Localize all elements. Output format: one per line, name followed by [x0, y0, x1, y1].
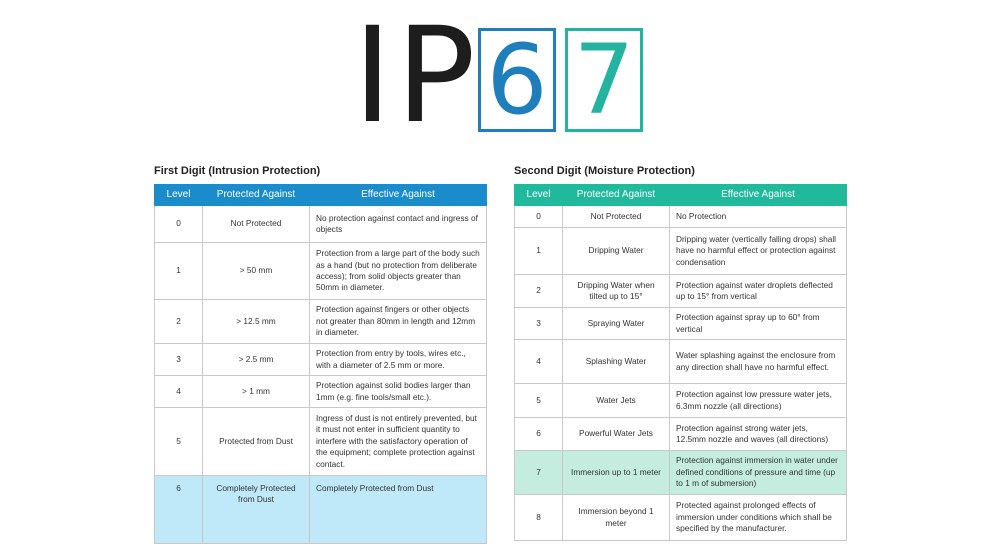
- protected-against-cell: Immersion beyond 1 meter: [563, 495, 670, 541]
- header-protected-against: Protected Against: [563, 185, 670, 206]
- header-level: Level: [515, 185, 563, 206]
- protected-against-cell: > 2.5 mm: [203, 344, 310, 376]
- effective-against-cell: Protection against spray up to 60° from vertical: [670, 308, 847, 340]
- level-cell: 8: [515, 495, 563, 541]
- effective-against-cell: No protection against contact and ingress of objects: [310, 206, 487, 243]
- level-cell: 3: [155, 344, 203, 376]
- level-cell: 2: [155, 300, 203, 344]
- table-row: [515, 275, 847, 308]
- first-digit-title: First Digit (Intrusion Protection): [154, 165, 321, 177]
- table-row: [515, 340, 847, 384]
- protected-against-cell: Immersion up to 1 meter: [563, 451, 670, 495]
- protected-against-cell: > 12.5 mm: [203, 300, 310, 344]
- protected-against-cell: Not Protected: [203, 206, 310, 243]
- table-row-highlighted: [515, 451, 847, 495]
- effective-against-cell: Protection from entry by tools, wires etc., with a diameter of 2.5 mm or more.: [310, 344, 487, 376]
- table-row: [515, 384, 847, 418]
- effective-against-cell: Protection against strong water jets, 12.5mm nozzle and waves (all directions): [670, 418, 847, 451]
- level-cell: 6: [515, 418, 563, 451]
- effective-against-cell: Protection against fingers or other objects not greater than 80mm in length and 12mm in diameter.: [310, 300, 487, 344]
- protected-against-cell: Dripping Water when tilted up to 15°: [563, 275, 670, 308]
- intrusion-protection-table: [154, 184, 487, 544]
- level-cell: 1: [515, 228, 563, 275]
- protected-against-cell: Dripping Water: [563, 228, 670, 275]
- protected-against-cell: > 50 mm: [203, 243, 310, 300]
- table-row: [155, 376, 487, 408]
- table-row: [155, 206, 487, 243]
- logo-prefix: IP: [353, 0, 480, 153]
- effective-against-cell: Protection against solid bodies larger than 1mm (e.g. fine tools/small etc.).: [310, 376, 487, 408]
- table-row: [515, 206, 847, 228]
- effective-against-cell: Protected against prolonged effects of immersion under conditions which shall be specified by the manufacturer.: [670, 495, 847, 541]
- level-cell: 4: [155, 376, 203, 408]
- table-row: [155, 344, 487, 376]
- second-digit-title: Second Digit (Moisture Protection): [514, 165, 695, 177]
- table-header-row: [155, 185, 487, 206]
- effective-against-cell: Dripping water (vertically falling drops) shall have no harmful effect or protection against condensation: [670, 228, 847, 275]
- level-cell: 5: [155, 408, 203, 476]
- header-effective-against: Effective Against: [670, 185, 847, 206]
- logo-digit-first: 6: [478, 28, 556, 132]
- protected-against-cell: Powerful Water Jets: [563, 418, 670, 451]
- effective-against-cell: Water splashing against the enclosure from any direction shall have no harmful effect.: [670, 340, 847, 384]
- table-row: [155, 300, 487, 344]
- effective-against-cell: No Protection: [670, 206, 847, 228]
- ip-logo: [353, 0, 480, 153]
- table-header-row: [515, 185, 847, 206]
- table-row: [515, 228, 847, 275]
- level-cell: 3: [515, 308, 563, 340]
- protected-against-cell: Not Protected: [563, 206, 670, 228]
- header-protected-against: Protected Against: [203, 185, 310, 206]
- level-cell: 6: [155, 476, 203, 544]
- table-row: [155, 408, 487, 476]
- moisture-protection-table: [514, 184, 847, 541]
- protected-against-cell: Completely Protected from Dust: [203, 476, 310, 544]
- level-cell: 5: [515, 384, 563, 418]
- level-cell: 7: [515, 451, 563, 495]
- logo-digit-second: 7: [565, 28, 643, 132]
- effective-against-cell: Protection from a large part of the body such as a hand (but no protection from deliberate access); from solid objects greater than 50mm in diameter.: [310, 243, 487, 300]
- level-cell: 2: [515, 275, 563, 308]
- table-row: [515, 308, 847, 340]
- level-cell: 0: [155, 206, 203, 243]
- effective-against-cell: Protection against immersion in water under defined conditions of pressure and time (up to 1 m of submersion): [670, 451, 847, 495]
- table-row: [155, 243, 487, 300]
- level-cell: 4: [515, 340, 563, 384]
- header-level: Level: [155, 185, 203, 206]
- protected-against-cell: Protected from Dust: [203, 408, 310, 476]
- effective-against-cell: Protection against water droplets deflected up to 15° from vertical: [670, 275, 847, 308]
- effective-against-cell: Completely Protected from Dust: [310, 476, 487, 544]
- effective-against-cell: Protection against low pressure water jets, 6.3mm nozzle (all directions): [670, 384, 847, 418]
- level-cell: 1: [155, 243, 203, 300]
- table-row: [515, 495, 847, 541]
- effective-against-cell: Ingress of dust is not entirely prevented, but it must not enter in sufficient quantity to interfere with the satisfactory operation of the equipment; complete protection against contact.: [310, 408, 487, 476]
- protected-against-cell: Splashing Water: [563, 340, 670, 384]
- protected-against-cell: > 1 mm: [203, 376, 310, 408]
- protected-against-cell: Spraying Water: [563, 308, 670, 340]
- table-row-highlighted: [155, 476, 487, 544]
- level-cell: 0: [515, 206, 563, 228]
- protected-against-cell: Water Jets: [563, 384, 670, 418]
- header-effective-against: Effective Against: [310, 185, 487, 206]
- table-row: [515, 418, 847, 451]
